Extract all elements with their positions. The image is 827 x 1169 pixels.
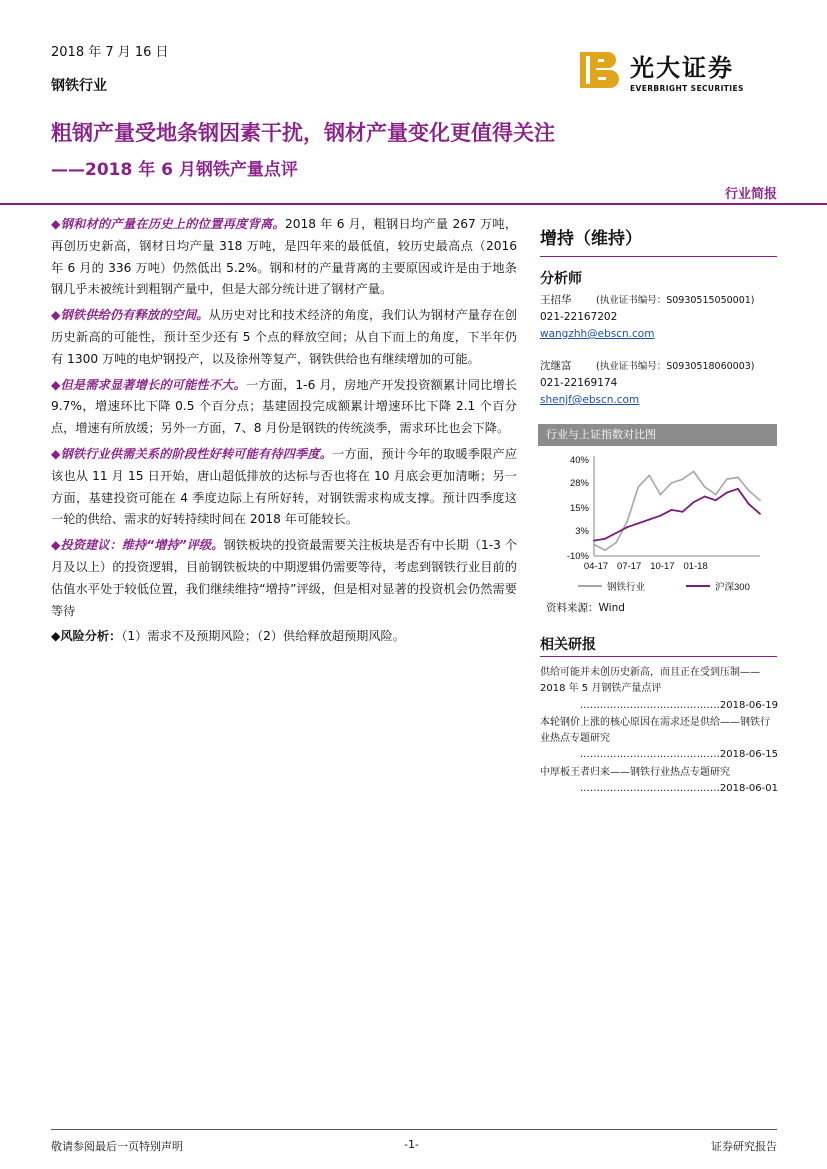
rating: 增持（维持） <box>540 229 642 249</box>
analyst-email[interactable]: wangzhh@ebscn.com <box>540 328 655 340</box>
data-point <box>604 549 606 551</box>
data-point <box>626 526 628 528</box>
data-point <box>726 478 728 480</box>
body-paragraph <box>51 535 517 622</box>
data-point <box>693 471 695 473</box>
related-title: 供给可能并未创历史新高，而且正在受到压制——2018 年 5 月钢铁产量点评 <box>540 667 760 695</box>
data-point <box>715 494 717 496</box>
data-point <box>671 509 673 511</box>
related-divider <box>540 656 777 657</box>
chart-source: 资料来源：Wind <box>546 602 625 614</box>
analyst-card <box>540 292 780 343</box>
paragraph-lead: ◆钢铁供给仍有释放的空间。 <box>51 308 209 323</box>
analyst-email[interactable]: shenjf@ebscn.com <box>540 394 640 406</box>
related-title: 本轮钢价上涨的核心原因在需求还是供给——钢铁行业热点专题研究 <box>540 716 770 745</box>
analyst-name: 王招华 <box>540 294 572 306</box>
data-point <box>693 501 695 503</box>
data-point <box>704 496 706 498</box>
data-point <box>726 492 728 494</box>
body-paragraph <box>51 626 517 648</box>
analyst-header: 分析师 <box>540 271 582 287</box>
legend-label: 沪深300 <box>715 582 750 593</box>
x-tick-label: 07-17 <box>617 561 642 572</box>
y-tick-label: 15% <box>569 503 589 514</box>
related-date-row <box>540 781 778 797</box>
body-paragraph <box>51 444 517 531</box>
analyst-cert: (执业证书编号：S0930515050001) <box>596 295 755 306</box>
footer-divider <box>51 1129 777 1130</box>
data-point <box>759 513 761 515</box>
chart-plot <box>538 446 777 602</box>
paragraph-text: 从历史对比和技术经济的角度，我们认为钢材产量存在创历史新高的可能性，预计至少还有 5 个点的释放空间；从自下而上的角度，下半年仍有 1300 万吨的电炉钢投产，以及徐州等复产，钢铁供给也有继续增加的可能。 <box>51 308 518 366</box>
paragraph-text: 钢铁板块的投资最需要关注板块是否有中长期（1-3 个月及以上）的投资逻辑，目前钢铁板块的中期逻辑仍需要等待，考虑到钢铁行业目前的估值水平处于较低位置，我们继续维持“增持”评级，但是相对显著的投资机会仍然需要等待 <box>51 538 518 618</box>
data-point <box>660 515 662 517</box>
analyst-phone: 021-22169174 <box>540 377 618 389</box>
related-date-row <box>540 747 778 763</box>
legend-label: 钢铁行业 <box>607 582 646 593</box>
data-point <box>682 478 684 480</box>
related-date: 2018-06-01 <box>719 783 778 795</box>
x-tick-label: 04-17 <box>583 561 609 572</box>
body-paragraph <box>51 375 517 440</box>
paragraph-lead: ◆钢铁行业供需关系的阶段性好转可能有待四季度。 <box>51 446 333 461</box>
report-subtitle: ——2018 年 6 月钢铁产量点评 <box>51 160 298 180</box>
paragraph-text: （1）需求不及预期风险；（2）供给释放超预期风险。 <box>121 629 405 644</box>
analyst-cert: (执业证书编号：S0930518060003) <box>596 361 755 372</box>
series-line-csi300 <box>594 489 760 541</box>
analyst-phone: 021-22167202 <box>540 311 618 323</box>
body-paragraph <box>51 305 517 370</box>
data-point <box>759 499 761 501</box>
page-number: -1- <box>404 1138 419 1151</box>
data-point <box>682 511 684 513</box>
data-point <box>737 476 739 478</box>
data-point <box>615 532 617 534</box>
logo-name-en: EVERBRIGHT SECURITIES <box>630 84 744 93</box>
body-paragraph <box>51 214 517 301</box>
analyst-name: 沈继富 <box>540 360 572 372</box>
related-item[interactable] <box>540 665 778 714</box>
data-point <box>704 486 706 488</box>
data-point <box>615 542 617 544</box>
data-point <box>637 523 639 525</box>
y-tick-label: 3% <box>575 526 589 538</box>
data-point <box>593 540 595 542</box>
related-list <box>540 665 778 798</box>
data-point <box>748 490 750 492</box>
related-item[interactable] <box>540 715 778 764</box>
comparison-chart <box>538 424 777 624</box>
related-item[interactable] <box>540 765 778 798</box>
related-date: 2018-06-15 <box>719 749 778 761</box>
dot-leader: …………………………………… <box>579 699 720 711</box>
y-tick-label: 28% <box>569 478 589 490</box>
related-title: 中厚板王者归来——钢铁行业热点专题研究 <box>540 766 730 778</box>
x-tick-label: 01-18 <box>683 561 708 572</box>
sector-label: 钢铁行业 <box>51 78 107 94</box>
report-title: 粗钢产量受地条钢因素干扰，钢材产量变化更值得关注 <box>51 121 555 145</box>
related-date: 2018-06-19 <box>719 699 778 711</box>
main-body <box>51 214 517 652</box>
data-point <box>604 538 606 540</box>
data-point <box>637 486 639 488</box>
dot-leader: …………………………………… <box>579 783 720 795</box>
data-point <box>715 499 717 501</box>
data-point <box>671 482 673 484</box>
data-point <box>626 521 628 523</box>
chart-title: 行业与上证指数对比图 <box>538 424 777 446</box>
rating-divider <box>540 256 777 257</box>
report-type: 行业简报 <box>724 187 777 202</box>
data-point <box>737 488 739 490</box>
footer-disclaimer: 敬请参阅最后一页特别声明 <box>51 1140 183 1153</box>
report-date: 2018 年 7 月 16 日 <box>51 45 169 60</box>
data-point <box>660 494 662 496</box>
y-tick-label: 40% <box>569 455 589 466</box>
data-point <box>648 519 650 521</box>
y-tick-label: -10% <box>566 551 589 562</box>
footer-report-label: 证券研究报告 <box>711 1140 777 1153</box>
paragraph-text: 2018 年 6 月，粗钢日均产量 267 万吨，再创历史新高，钢材日均产量 318 万吨，是四年来的最低值，较历史最高点（2016 年 6 月的 336 万吨）仍然低出 5.2%。钢和材的产量背离的主要原因或许是由于地条钢几乎未被统计到粗钢产量中，但是大部分统计进了钢材产量。 <box>51 217 518 297</box>
related-header: 相关研报 <box>540 637 596 653</box>
logo-mark-icon <box>578 46 622 94</box>
related-date-row <box>540 698 778 714</box>
data-point <box>748 503 750 505</box>
paragraph-text: 一方面，1-6 月，房地产开发投资额累计同比增长 9.7%，增速环比下降 0.5 个百分点；基建固投完成额累计增速环比下降 2.1 个百分点，增速有所放缓；另外一方面，7、8 月份是钢铁的传统淡季，需求环比也会下降。 <box>51 377 518 436</box>
dot-leader: …………………………………… <box>579 749 720 761</box>
x-tick-label: 10-17 <box>650 561 675 572</box>
paragraph-text: 一方面，预计今年的取暖季限产应该也从 11 月 15 日开始，唐山超低排放的达标与否也将在 10 月底会更加清晰；另一方面，基建投资可能在 4 季度边际上有所好转，对钢铁需求构成支撑。预计四季度这一轮的供给、需求的好转持续时间在 2018 年可能较长。 <box>51 446 518 527</box>
data-point <box>593 544 595 546</box>
paragraph-lead: ◆风险分析： <box>51 629 122 644</box>
analyst-card <box>540 358 780 409</box>
paragraph-lead: ◆钢和材的产量在历史上的位置再度背离。 <box>51 217 285 231</box>
paragraph-lead: ◆但是需求显著增长的可能性不大。 <box>51 377 246 392</box>
company-logo <box>578 46 778 96</box>
logo-name-cn: 光大证券 <box>630 53 734 82</box>
paragraph-lead: ◆投资建议：维持“增持”评级。 <box>51 538 224 553</box>
data-point <box>648 475 650 477</box>
header-divider <box>0 203 827 205</box>
